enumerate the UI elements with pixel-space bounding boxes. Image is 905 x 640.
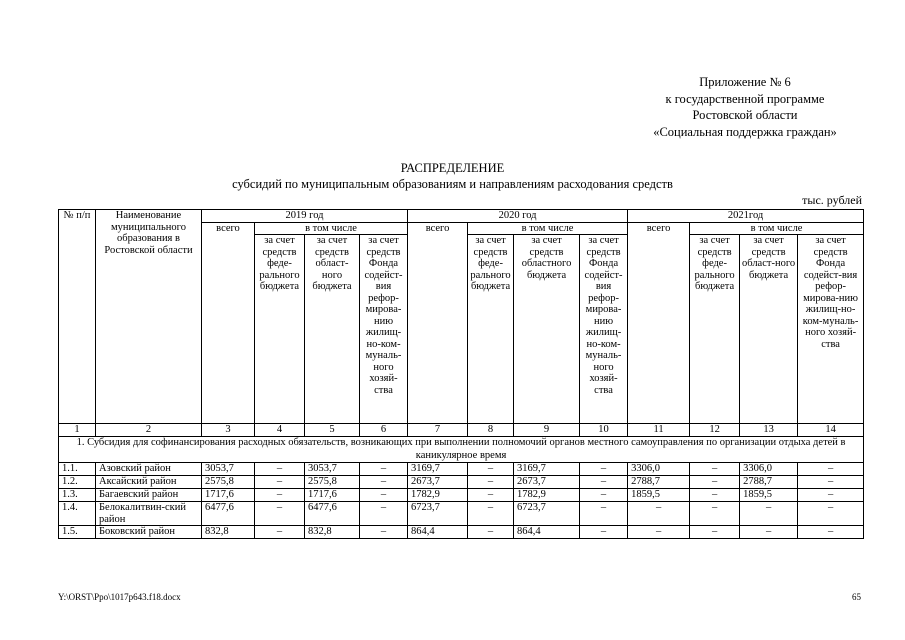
col-num-6: 6	[360, 424, 408, 437]
header-year-2020: 2020 год	[408, 210, 628, 223]
col-num-2: 2	[96, 424, 202, 437]
distribution-table	[58, 209, 864, 539]
value-cell: –	[360, 502, 408, 526]
value-cell: 2788,7	[740, 476, 798, 489]
data-rows	[59, 463, 864, 539]
value-cell: 864,4	[514, 526, 580, 539]
col-num-11: 11	[628, 424, 690, 437]
value-cell: –	[360, 476, 408, 489]
col-num-1: 1	[59, 424, 96, 437]
appendix-block	[585, 74, 905, 140]
value-cell: –	[468, 489, 514, 502]
table-row	[59, 476, 864, 489]
header-year-2019: 2019 год	[202, 210, 408, 223]
header-reg-2020: за счет средств областного бюджета	[514, 235, 580, 424]
document-subtitle: субсидий по муниципальным образованиям и направлениям расходования средств	[232, 177, 673, 191]
value-cell: –	[580, 502, 628, 526]
value-cell: 6723,7	[408, 502, 468, 526]
value-cell: –	[360, 463, 408, 476]
value-cell: 3306,0	[740, 463, 798, 476]
value-cell: 1859,5	[628, 489, 690, 502]
appendix-line-1: Приложение № 6	[699, 75, 791, 89]
value-cell: –	[580, 463, 628, 476]
municipality-name: Аксайский район	[96, 476, 202, 489]
units-label: тыс. рублей	[802, 193, 862, 207]
value-cell: –	[798, 489, 864, 502]
value-cell: 864,4	[408, 526, 468, 539]
col-num-14: 14	[798, 424, 864, 437]
value-cell: –	[798, 476, 864, 489]
header-name: Наименование муниципального образования в Ростовской области	[96, 210, 202, 424]
value-cell: 2575,8	[202, 476, 255, 489]
value-cell: –	[255, 502, 305, 526]
municipality-name: Белокалитвин-ский район	[96, 502, 202, 526]
col-num-8: 8	[468, 424, 514, 437]
header-reg-2021: за счет средств област-ного бюджета	[740, 235, 798, 424]
value-cell: –	[580, 476, 628, 489]
value-cell: 6723,7	[514, 502, 580, 526]
header-total-2021: всего	[628, 222, 690, 424]
value-cell: 3306,0	[628, 463, 690, 476]
value-cell: –	[468, 463, 514, 476]
value-cell: –	[255, 489, 305, 502]
header-incl-2019: в том числе	[255, 222, 408, 235]
municipality-name: Боковский район	[96, 526, 202, 539]
value-cell: –	[360, 489, 408, 502]
header-incl-2020: в том числе	[468, 222, 628, 235]
value-cell: 1717,6	[202, 489, 255, 502]
col-num-4: 4	[255, 424, 305, 437]
column-number-row	[59, 424, 864, 437]
header-year-2021: 2021год	[628, 210, 864, 223]
value-cell: –	[628, 502, 690, 526]
col-num-10: 10	[580, 424, 628, 437]
col-num-13: 13	[740, 424, 798, 437]
value-cell: –	[798, 463, 864, 476]
value-cell: 3053,7	[305, 463, 360, 476]
municipality-name: Азовский район	[96, 463, 202, 476]
value-cell: –	[628, 526, 690, 539]
header-fed-2019: за счет средств феде-рального бюджета	[255, 235, 305, 424]
col-num-3: 3	[202, 424, 255, 437]
value-cell: –	[690, 476, 740, 489]
header-num: № п/п	[59, 210, 96, 424]
value-cell: –	[580, 489, 628, 502]
table-row	[59, 463, 864, 476]
section-1-title: 1. Субсидия для софинансирования расходных обязательств, возникающих при выполнении полномочий органов местного самоуправления по организации отдыха детей в каникулярное время	[59, 437, 864, 463]
value-cell: –	[255, 526, 305, 539]
value-cell: –	[690, 502, 740, 526]
header-fed-2021: за счет средств феде-рального бюджета	[690, 235, 740, 424]
row-number: 1.3.	[59, 489, 96, 502]
table-row	[59, 489, 864, 502]
header-fund-2021: за счет средств Фонда содейст-вия рефор-мирова-нию жилищ-но-ком-муналь-ного хозяй-ства	[798, 235, 864, 424]
value-cell: 1782,9	[408, 489, 468, 502]
appendix-line-4: «Социальная поддержка граждан»	[653, 124, 837, 139]
header-fund-2019: за счет средств Фонда содейст-вия рефор-мирова-нию жилищ-но-ком-муналь-ного хозяй-ства	[360, 235, 408, 424]
col-num-7: 7	[408, 424, 468, 437]
value-cell: –	[740, 526, 798, 539]
value-cell: –	[690, 526, 740, 539]
value-cell: 832,8	[202, 526, 255, 539]
value-cell: 2575,8	[305, 476, 360, 489]
header-total-2019: всего	[202, 222, 255, 424]
footer-page-number: 65	[852, 592, 861, 602]
value-cell: –	[255, 476, 305, 489]
value-cell: 6477,6	[202, 502, 255, 526]
row-number: 1.1.	[59, 463, 96, 476]
header-row-years	[59, 210, 864, 223]
row-number: 1.4.	[59, 502, 96, 526]
value-cell: –	[360, 526, 408, 539]
value-cell: 1859,5	[740, 489, 798, 502]
value-cell: 2673,7	[514, 476, 580, 489]
header-fed-2020: за счет средств феде-рального бюджета	[468, 235, 514, 424]
table-row	[59, 502, 864, 526]
col-num-5: 5	[305, 424, 360, 437]
value-cell: –	[468, 476, 514, 489]
value-cell: –	[798, 526, 864, 539]
value-cell: 6477,6	[305, 502, 360, 526]
header-total-2020: всего	[408, 222, 468, 424]
value-cell: 3169,7	[408, 463, 468, 476]
value-cell: 2673,7	[408, 476, 468, 489]
table-row	[59, 526, 864, 539]
col-num-12: 12	[690, 424, 740, 437]
document-title: РАСПРЕДЕЛЕНИЕ	[400, 161, 505, 175]
appendix-line-3: Ростовской области	[692, 108, 798, 122]
value-cell: –	[690, 489, 740, 502]
value-cell: 1782,9	[514, 489, 580, 502]
header-fund-2020: за счет средств Фонда содейст-вия рефор-мирова-нию жилищ-но-ком-муналь-ного хозяй-ства	[580, 235, 628, 424]
value-cell: –	[468, 502, 514, 526]
footer-file-path: Y:\ORST\Ppo\1017p643.f18.docx	[58, 592, 181, 602]
appendix-line-2: к государственной программе	[665, 91, 825, 106]
header-incl-2021: в том числе	[690, 222, 864, 235]
header-reg-2019: за счет средств област-ного бюджета	[305, 235, 360, 424]
value-cell: 3053,7	[202, 463, 255, 476]
value-cell: –	[740, 502, 798, 526]
value-cell: –	[690, 463, 740, 476]
value-cell: –	[255, 463, 305, 476]
value-cell: –	[468, 526, 514, 539]
value-cell: 1717,6	[305, 489, 360, 502]
row-number: 1.2.	[59, 476, 96, 489]
section-header-row	[59, 437, 864, 463]
col-num-9: 9	[514, 424, 580, 437]
value-cell: 832,8	[305, 526, 360, 539]
value-cell: –	[580, 526, 628, 539]
row-number: 1.5.	[59, 526, 96, 539]
value-cell: 2788,7	[628, 476, 690, 489]
municipality-name: Багаевский район	[96, 489, 202, 502]
value-cell: –	[798, 502, 864, 526]
value-cell: 3169,7	[514, 463, 580, 476]
